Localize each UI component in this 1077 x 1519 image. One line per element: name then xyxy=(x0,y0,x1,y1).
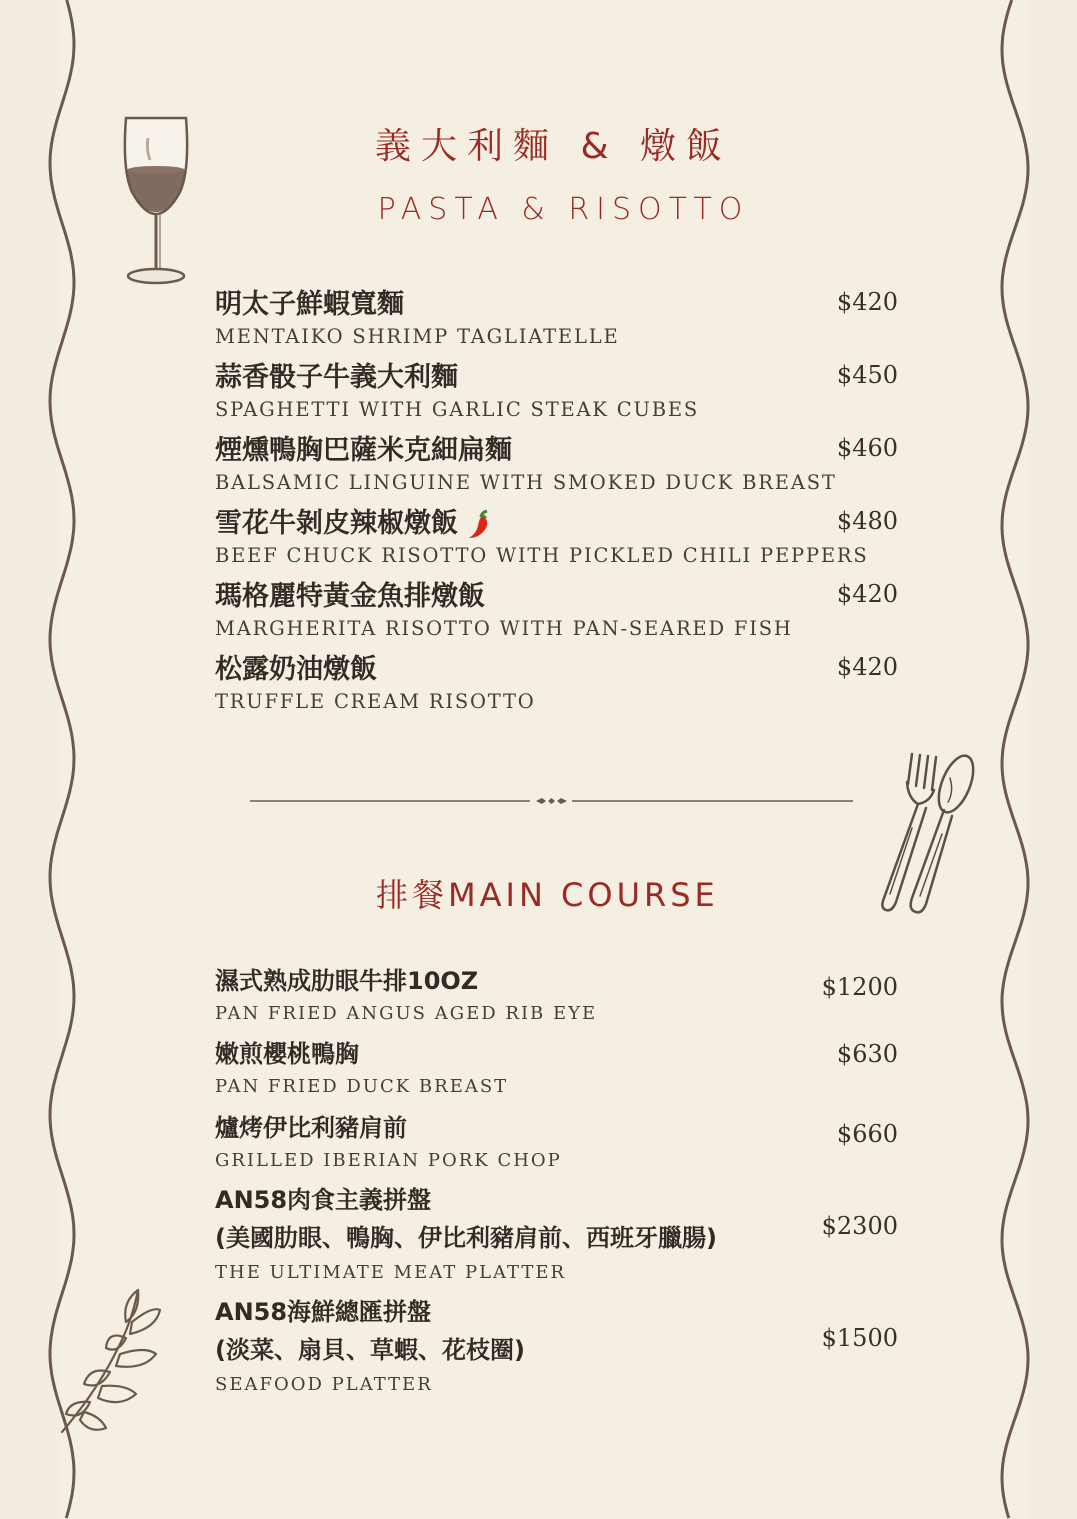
section-divider xyxy=(250,798,853,804)
item-price: $1200 xyxy=(821,973,898,1001)
menu-item-meat-platter xyxy=(215,1182,905,1288)
main-course-title: 排餐MAIN COURSE xyxy=(376,876,719,914)
pasta-section-title-zh: 義大利麵 & 燉飯 xyxy=(375,126,732,167)
menu-item-iberian-pork xyxy=(215,1110,905,1176)
menu-item-mentaiko xyxy=(215,288,905,352)
item-price: $420 xyxy=(836,653,898,681)
item-name-en: MARGHERITA RISOTTO WITH PAN-SEARED FISH xyxy=(215,617,793,640)
item-price: $2300 xyxy=(821,1212,898,1240)
leaf-branch-icon xyxy=(56,1282,172,1442)
item-name-en: MENTAIKO SHRIMP TAGLIATELLE xyxy=(215,325,620,348)
item-name-zh: 瑪格麗特黃金魚排燉飯 xyxy=(215,581,485,612)
item-price: $420 xyxy=(836,288,898,316)
item-name-zh: 松露奶油燉飯 xyxy=(215,654,377,685)
menu-item-truffle-risotto xyxy=(215,653,905,717)
item-name-en: BALSAMIC LINGUINE WITH SMOKED DUCK BREAST xyxy=(215,471,837,494)
menu-item-garlic-steak xyxy=(215,361,905,425)
item-price: $420 xyxy=(836,580,898,608)
item-detail-zh: (淡菜、扇貝、草蝦、花枝圈) xyxy=(215,1336,525,1364)
item-name-en: BEEF CHUCK RISOTTO WITH PICKLED CHILI PEPPERS xyxy=(215,544,869,567)
item-price: $630 xyxy=(836,1040,898,1068)
item-name-zh: 嫩煎櫻桃鴨胸 xyxy=(215,1040,359,1068)
item-price: $480 xyxy=(836,507,898,535)
item-name-zh: AN58肉食主義拼盤 xyxy=(215,1186,432,1214)
menu-item-rib-eye xyxy=(215,963,905,1029)
item-detail-zh: (美國肋眼、鴨胸、伊比利豬肩前、西班牙臘腸) xyxy=(215,1224,717,1252)
menu-item-duck-linguine xyxy=(215,434,905,498)
item-price: $1500 xyxy=(821,1324,898,1352)
item-name-en: PAN FRIED ANGUS AGED RIB EYE xyxy=(215,1003,598,1024)
item-name-en: SPAGHETTI WITH GARLIC STEAK CUBES xyxy=(215,398,700,421)
menu-item-duck-breast xyxy=(215,1036,905,1102)
menu-item-seafood-platter xyxy=(215,1294,905,1400)
menu-item-margherita-fish xyxy=(215,580,905,644)
item-name-en: SEAFOOD PLATTER xyxy=(215,1374,433,1395)
item-name-zh: 爐烤伊比利豬肩前 xyxy=(215,1114,407,1142)
item-name-zh xyxy=(215,507,905,541)
item-name-zh: 濕式熟成肋眼牛排10OZ xyxy=(215,967,479,995)
item-name-zh: 煙燻鴨胸巴薩米克細扁麵 xyxy=(215,435,512,466)
item-name-zh-text: 雪花牛剝皮辣椒燉飯 xyxy=(215,508,458,539)
item-price: $660 xyxy=(836,1120,898,1148)
item-name-en: GRILLED IBERIAN PORK CHOP xyxy=(215,1150,562,1171)
item-name-zh: 蒜香骰子牛義大利麵 xyxy=(215,362,458,393)
pasta-section-title-en: PASTA & RISOTTO xyxy=(377,192,750,227)
item-name-zh: AN58海鮮總匯拼盤 xyxy=(215,1298,432,1326)
item-name-zh: 明太子鮮蝦寬麵 xyxy=(215,289,404,320)
item-price: $450 xyxy=(836,361,898,389)
item-name-en: PAN FRIED DUCK BREAST xyxy=(215,1076,509,1097)
fork-spoon-icon xyxy=(868,748,980,920)
item-name-en: TRUFFLE CREAM RISOTTO xyxy=(215,690,536,713)
chili-pepper-icon xyxy=(466,510,492,540)
menu-item-beef-chili-risotto xyxy=(215,507,905,571)
item-price: $460 xyxy=(836,434,898,462)
item-name-en: THE ULTIMATE MEAT PLATTER xyxy=(215,1262,567,1283)
